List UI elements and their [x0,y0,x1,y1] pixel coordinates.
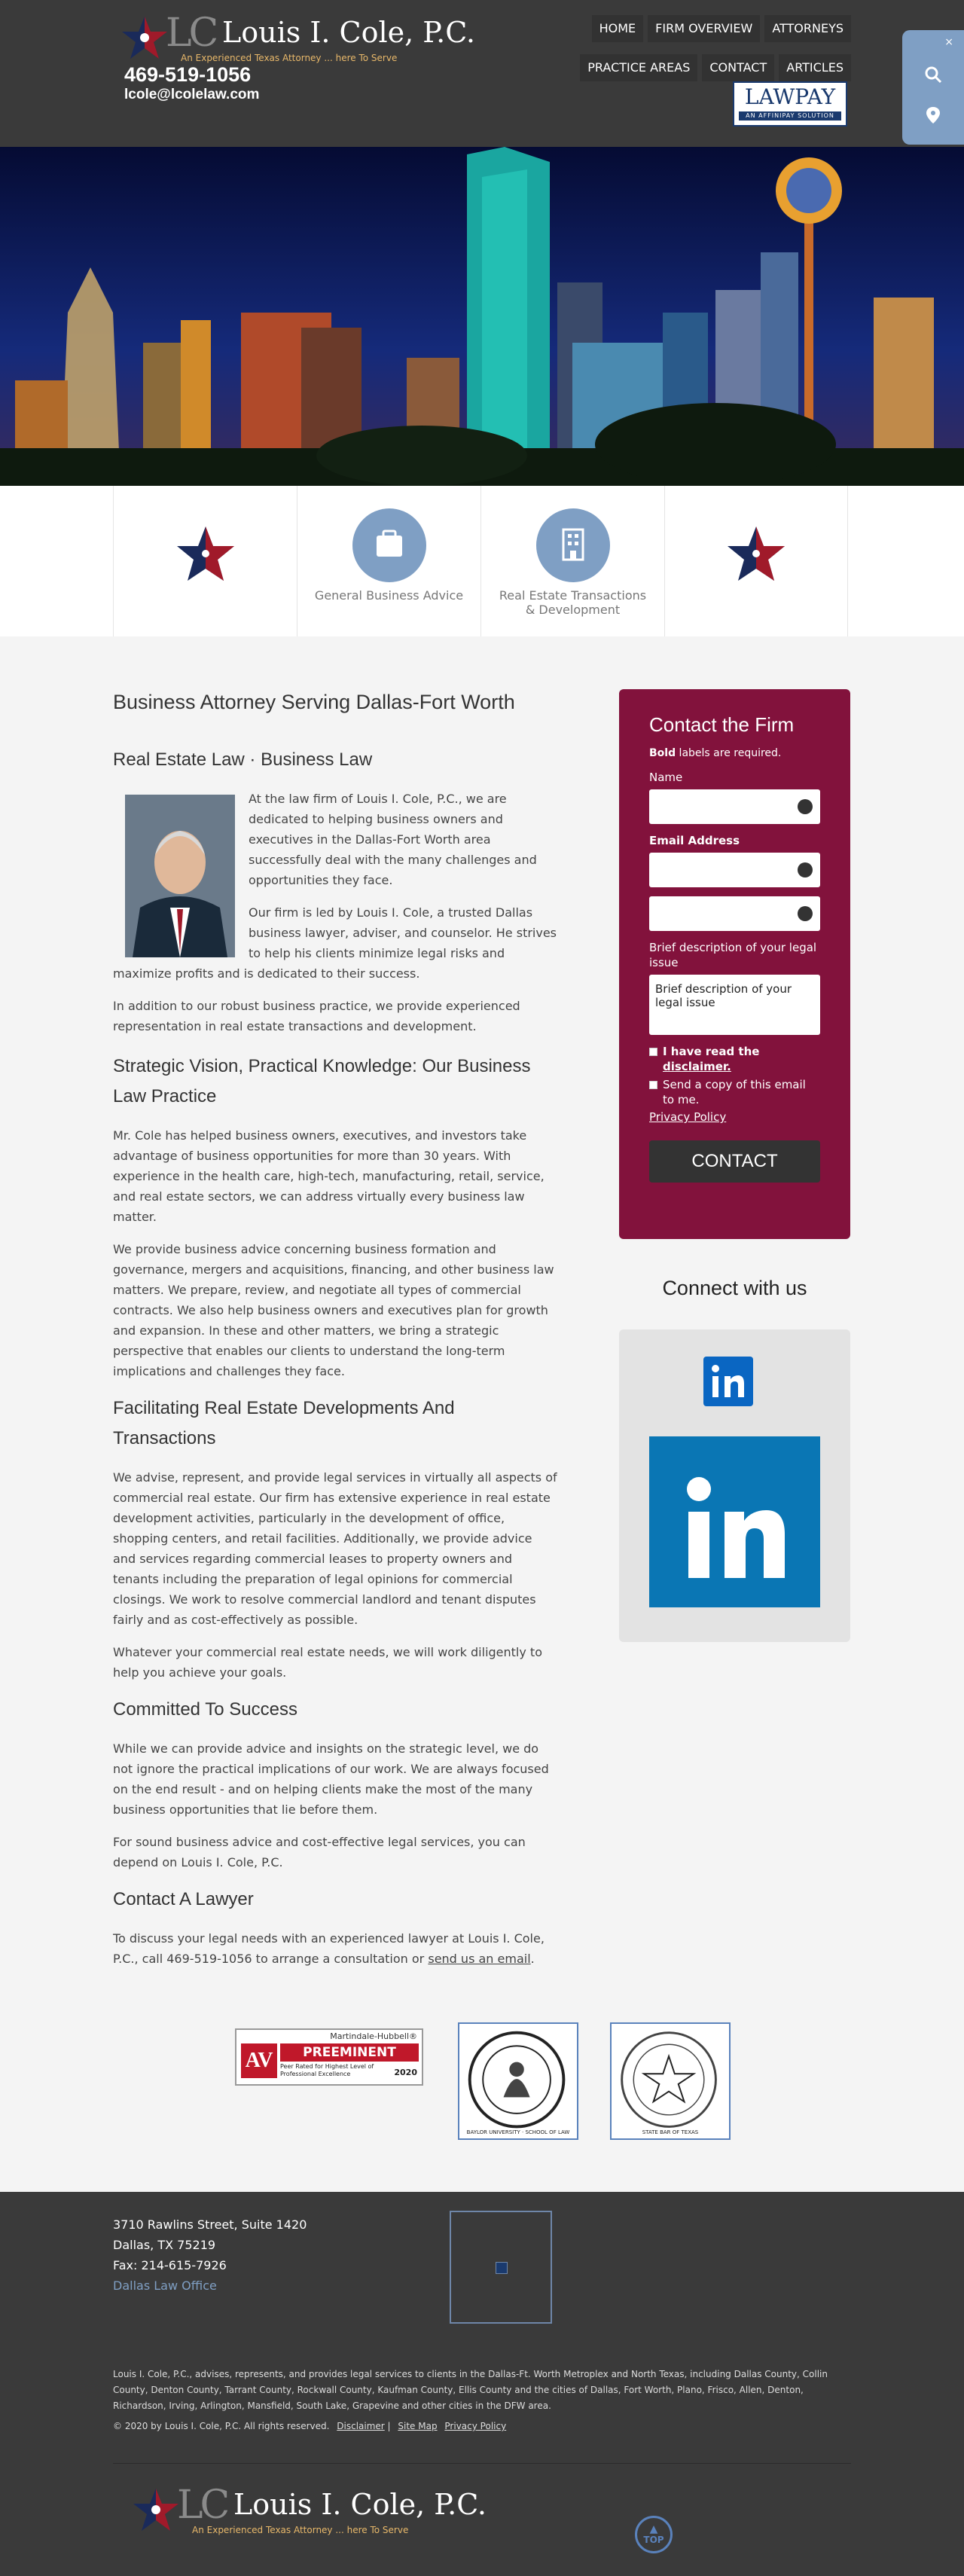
footer-copyright: © 2020 by Louis I. Cole, P.C. All rights reserved. Disclaimer | Site Map Privacy Policy [113,2421,507,2431]
footer-service-area: Louis I. Cole, P.C., advises, represents, and provides legal services to clients in the Dallas-Ft. Worth Metroplex and North Texas, including Dallas County, Collin County, Denton County, Tarrant County, Rockwall County, Kaufman County, Ellis County and the cities of Dallas, Fort Worth, Plano, Frisco, Allen, Denton, Richardson, Irving, Arlington, Mansfield, South Lake, Grapevine and other cities in the DFW area. [113,2369,828,2411]
phone-icon [798,906,813,921]
av-mark: AV [241,2043,277,2078]
address-line-2: Dallas, TX 75219 [113,2238,216,2252]
main-content-area [0,636,964,2192]
badge-year: 2020 [394,2068,417,2077]
texas-star-icon [120,14,169,62]
service-tile-star-left[interactable] [113,486,297,636]
martindale-title: Martindale-Hubbell® [330,2031,417,2041]
hero-skyline-image [0,147,964,486]
section-heading-real-estate: Facilitating Real Estate Developments And Transactions [113,1398,455,1448]
phone-field[interactable] [649,896,820,931]
dallas-office-link[interactable]: Dallas Law Office [113,2278,217,2293]
user-icon [798,799,813,814]
close-icon[interactable]: × [944,36,953,48]
star-icon [175,523,236,584]
map-marker-icon [496,2262,508,2274]
business-advice-paragraph: We provide business advice concerning business formation and governance, mergers and acquisitions, financing, and other business law matters. We prepare, review, and negotiate all types of commercial contracts. We also help business owners and executives plan for growth and expansion. In these and other matters, we bring a strategic perspective that enables our clients to understand the long-term implications and challenges they face. [113,1242,554,1378]
linkedin-small-icon[interactable] [703,1357,753,1406]
preeminent-label: PREEMINENT [280,2043,419,2062]
footer-logo-tagline: An Experienced Texas Attorney ... here To Serve [192,2525,409,2535]
contact-form [619,689,850,1239]
nav-row-2 [565,54,851,81]
star-icon [726,523,786,584]
header-phone[interactable]: 469-519-1056 [124,63,252,86]
article-content [113,689,557,1981]
footer-logo[interactable] [132,2472,487,2535]
section-heading-contact: Contact A Lawyer [113,1889,254,1909]
nav-home[interactable]: HOME [592,15,644,42]
connect-heading: Connect with us [662,1277,807,1299]
nav-articles[interactable]: ARTICLES [779,54,851,81]
footer-address [113,2214,307,2296]
site-footer [0,2192,964,2576]
page-title: Business Attorney Serving Dallas-Fort Worth [113,691,515,713]
name-label: Name [649,771,683,784]
service-label: Real Estate Transactions & Development [499,588,647,617]
send-email-link[interactable]: send us an email [428,1952,531,1966]
firm-leader-paragraph: Our firm is led by Louis I. Cole, a trusted Dallas business lawyer, adviser, and counselor. He strives to help his clients minimize legal risks and maximize profits and is dedicated to their success. [113,905,557,981]
form-note-text: labels are required. [676,747,782,759]
header-contact [124,63,259,104]
experience-paragraph: Mr. Cole has helped business owners, executives, and investors take advantage of business opportunities for more than 30 years. With experience in the health care, high-tech, manufacturing, retail, service, and real estate sectors, we can address virtually every business law matter. [113,1128,545,1224]
disclaimer-link[interactable]: disclaimer. [663,1060,731,1073]
logo-monogram: LC [177,2483,227,2528]
description-label: Brief description of your legal issue [649,941,817,969]
search-icon[interactable] [923,65,943,84]
section-heading-practice: Real Estate Law · Business Law [113,749,373,770]
services-strip [0,486,964,636]
address-line-1: 3710 Rawlins Street, Suite 1420 [113,2217,307,2232]
state-bar-badge[interactable] [610,2022,731,2140]
building-icon [536,508,610,582]
peer-rated-text: Peer Rated for Highest Level of Professional Excellence [280,2063,374,2077]
footer-divider [113,2463,851,2464]
footer-disclaimer-link[interactable]: Disclaimer [337,2421,385,2431]
texas-bar-seal-icon [612,2024,729,2138]
disclaimer-checkbox[interactable] [649,1044,820,1074]
nav-contact[interactable]: CONTACT [702,54,774,81]
depend-paragraph: For sound business advice and cost-effective legal services, you can depend on Louis I. Cole, P.C. [113,1835,526,1869]
dallas-skyline-illustration [0,147,964,486]
form-title: Contact the Firm [649,713,795,736]
lawpay-logo-text: LAWPAY [744,84,836,109]
attorney-portrait [125,795,235,957]
footer-privacy-link[interactable]: Privacy Policy [444,2421,507,2431]
fax-number: Fax: 214-615-7926 [113,2258,227,2272]
privacy-policy-link[interactable]: Privacy Policy [649,1110,727,1124]
office-map[interactable] [450,2211,552,2324]
texas-star-icon [132,2486,180,2534]
commercial-real-estate-paragraph: We advise, represent, and provide legal services in virtually all aspects of commercial real estate. Our firm has extensive experience in real estate development activities, particularly in the development of office, shopping centers, and retail facilities. Additionally, we provide advice and services regarding commercial leases to property owners and tenants including the preparation of legal opinions for commercial closings. We work to resolve commercial landlord and tenant disputes fairly and as cost-effectively as possible. [113,1470,557,1627]
header-email[interactable]: lcole@lcolelaw.com [124,87,260,102]
send-copy-checkbox[interactable]: Send a copy of this email to me. [649,1077,820,1107]
linkedin-widget [619,1329,850,1642]
nav-attorneys[interactable]: ATTORNEYS [764,15,851,42]
email-label: Email Address [649,834,740,847]
baylor-label: BAYLOR UNIVERSITY · SCHOOL OF LAW [466,2129,570,2135]
service-tile-real-estate[interactable] [480,486,664,636]
copyright-text: © 2020 by Louis I. Cole, P.C. All rights reserved. [113,2421,330,2431]
nav-row-1 [565,15,851,42]
envelope-icon [798,862,813,877]
intro-paragraph: At the law firm of Louis I. Cole, P.C., we are dedicated to helping business owners and executives in the Dallas-Fort Worth area successfully deal with the many challenges and opportunities they face. [249,792,537,887]
back-to-top-button[interactable] [635,2516,673,2553]
lawpay-subtitle: AN AFFINIPAY SOLUTION [739,111,841,121]
baylor-law-badge[interactable] [458,2022,578,2140]
practical-paragraph: While we can provide advice and insights on the strategic level, we do not ignore the practical implications of our work. We are always focused on the end result - and on helping clients make the most of the many business opportunities that lie before them. [113,1741,549,1817]
contact-period: . [530,1952,535,1966]
service-tile-star-right[interactable] [664,486,848,636]
description-textarea[interactable]: Brief description of your legal issue [649,975,820,1035]
logo-name: Louis I. Cole, P.C. [222,16,475,49]
section-heading-strategic: Strategic Vision, Practical Knowledge: Our Business Law Practice [113,1056,531,1106]
site-header [0,0,964,147]
credential-badges [235,2022,732,2143]
service-label: General Business Advice [314,588,464,603]
map-pin-icon[interactable] [923,105,943,125]
footer-logo-name: Louis I. Cole, P.C. [233,2488,487,2521]
form-required-note [649,747,820,759]
form-note-bold: Bold [649,747,676,759]
baylor-seal-icon [459,2024,577,2138]
linkedin-large-icon[interactable] [649,1436,820,1607]
footer-sitemap-link[interactable]: Site Map [398,2421,438,2431]
texas-bar-label: STATE BAR OF TEXAS [642,2129,699,2135]
service-tile-business-advice[interactable] [297,486,480,636]
diligence-paragraph: Whatever your commercial real estate needs, we will work diligently to help you achieve your goals. [113,1645,542,1680]
martindale-badge[interactable] [235,2028,423,2086]
contact-submit-button[interactable]: CONTACT [649,1140,820,1183]
briefcase-icon [352,508,426,582]
logo-monogram: LC [166,11,216,56]
logo-tagline: An Experienced Texas Attorney ... here To Serve [181,53,398,63]
name-field[interactable] [649,789,820,824]
chevron-up-icon: ▲ [649,2523,658,2535]
site-logo[interactable] [120,11,475,63]
contact-paragraph [113,1928,557,1969]
nav-practice-areas[interactable]: PRACTICE AREAS [580,54,697,81]
service-icon-circle [536,508,610,582]
service-icon-circle [352,508,426,582]
contact-text: To discuss your legal needs with an experienced lawyer at Louis I. Cole, P.C., call 469-519-1056 to arrange a consultation or [113,1931,545,1966]
section-heading-success: Committed To Success [113,1699,297,1720]
side-tool-tab [902,30,964,145]
lawpay-button[interactable] [733,81,847,127]
top-label: TOP [643,2535,664,2545]
real-estate-paragraph: In addition to our robust business practice, we provide experienced representation in real estate transactions and development. [113,999,520,1033]
disclaimer-label: I have read the [663,1045,760,1058]
attorney-photo [125,795,235,957]
email-field[interactable] [649,853,820,887]
nav-firm-overview[interactable]: FIRM OVERVIEW [648,15,760,42]
